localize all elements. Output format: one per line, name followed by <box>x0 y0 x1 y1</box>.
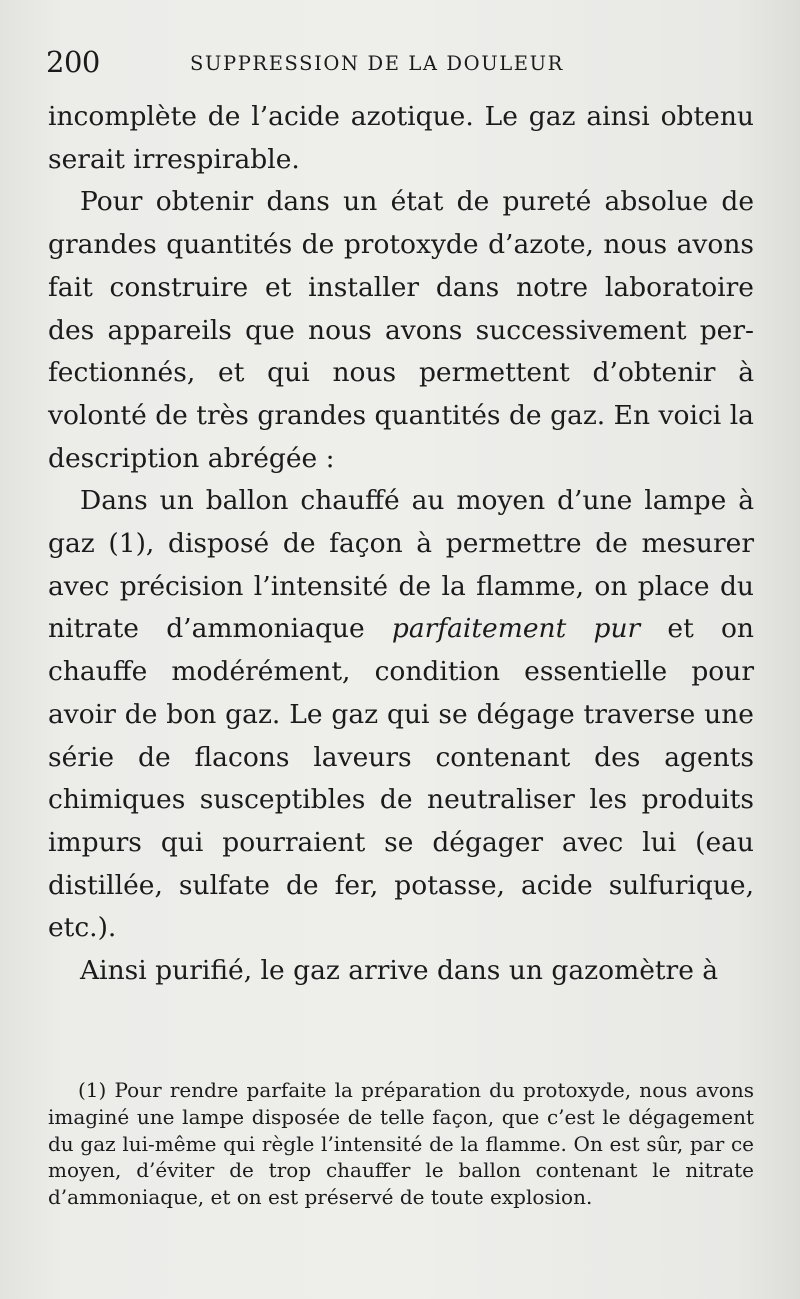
paragraph-3 <box>48 480 754 950</box>
paragraph-1: incomplète de l’acide azotique. Le gaz ainsi obtenu serait irrespirable. <box>48 101 754 175</box>
footnote: (1) Pour rendre parfaite la préparation du protoxyde, nous avons imaginé une lampe disposée de telle façon, que c’est le dégagement du gaz lui-même qui règle l’intensité de la flamme. On est sûr, par ce moyen, d’éviter de trop chauffer le ballon contenant le nitrate d’ammoniaque, et on est préservé de toute explosion. <box>48 1078 754 1210</box>
paragraph-2: Pour obtenir dans un état de pureté absolue de grandes quantités de protoxyde d’azote, nous avons fait construire et installer dans notre laboratoire des appareils que nous avons successivement perfectionnés, et qui nous permettent d’obtenir à volonté de très grandes quantités de gaz. En voici la description abrégée : <box>48 186 754 474</box>
emphasis-parfaitement-pur: parfaitement pur <box>391 613 641 645</box>
paragraph-3-text-start: Dans un ballon chauffé au moyen d’une lampe à gaz (1), disposé de façon à permettre de mesurer avec précision l’intensité de la flamme, on place du nitrate d’ammoniaque <box>48 485 754 645</box>
running-title: SUPPRESSION DE LA DOULEUR <box>190 52 564 75</box>
page-number: 200 <box>46 45 100 79</box>
body-text <box>48 96 754 993</box>
page-header <box>46 44 756 84</box>
paragraph-4: Ainsi purifié, le gaz arrive dans un gazomètre à <box>80 955 719 987</box>
paragraph-3-text-end: et on chauffe modérément, condition essentielle pour avoir de bon gaz. Le gaz qui se dégage traverse une série de flacons laveurs contenant des agents chimiques susceptibles de neutraliser les produits impurs qui pourraient se dégager avec lui (eau distillée, sulfate de fer, potasse, acide sulfurique, etc.). <box>48 613 754 944</box>
